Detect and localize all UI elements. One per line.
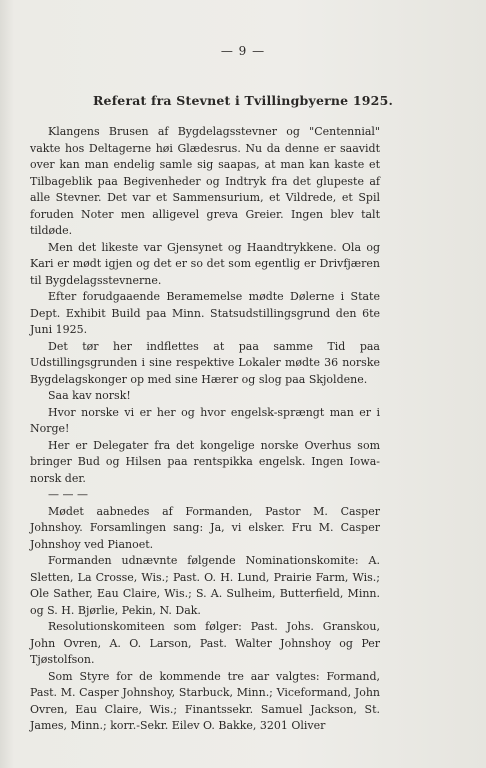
paragraph: Her er Delegater fra det kongelige norske Overhus som bringer Bud og Hilsen paa rentspikka engelsk. Ingen Iowa-norsk der. [30, 438, 380, 485]
paragraph: Klangens Brusen af Bygdelagsstevner og "Centennial" vakte hos Deltagerne høi Glædesrus. Nu da denne er saavidt over kan man endelig samle sig saapas, at man kan kaste et Tilbageblik paa Begivenheder og Indtryk fra det glupeste af alle Stevner. Det var et Sammensurium, et Vildrede, et Spil foruden Noter men alligevel greva Greier. Ingen blev talt tildøde. [30, 125, 380, 237]
paragraph: Efter forudgaaende Beramemelse mødte Dølerne i State Dept. Exhibit Build paa Minn. Statsudstillingsgrund den 6te Juni 1925. [30, 290, 380, 336]
paragraph: Formanden udnævnte følgende Nominationskomite: A. Sletten, La Crosse, Wis.; Past. O. H. Lund, Prairie Farm, Wis.; Ole Sather, Eau Claire, Wis.; S. A. Sulheim, Butterfield, Minn. og S. H. Bjørlie, Pekin, N. Dak. [30, 554, 380, 617]
page-number: — 9 — [220, 44, 266, 58]
paragraph: Som Styre for de kommende tre aar valgtes: Formand, Past. M. Casper Johnshoy, Starbuck, Minn.; Viceformand, John Ovren, Eau Claire, Wis.; Finantssekr. Samuel Jackson, St. James, Minn.; korr.-Sekr. Eilev O. Bakke, 3201 Oliver [30, 669, 380, 732]
paragraph: Mødet aabnedes af Formanden, Pastor M. Casper Johnshoy. Forsamlingen sang: Ja, vi elsker. Fru M. Casper Johnshoy ved Pianoet. [30, 504, 380, 551]
paragraph: Det tør her indflettes at paa samme Tid paa Udstillingsgrunden i sine respektive Lokaler mødte 36 norske Bygdelagskonger op med sine Hærer og slog paa Skjoldene. [30, 339, 380, 386]
article-body [30, 124, 380, 735]
paragraph: Hvor norske vi er her og hvor engelsk-sprængt man er i Norge! [30, 405, 380, 435]
paragraph: Men det likeste var Gjensynet og Haandtrykkene. Ola og Kari er mødt igjen og det er so det som egentlig er Drivfjæren til Bygdelagsstevnerne. [30, 240, 380, 287]
article-title: Referat fra Stevnet i Tvillingbyerne 1925. [92, 93, 394, 108]
paragraph: Saa kav norsk! [48, 389, 131, 402]
paragraph: Resolutionskomiteen som følger: Past. Johs. Granskou, John Ovren, A. O. Larson, Past. Walter Johnshoy og Per Tjøstolfson. [30, 620, 380, 666]
section-separator: — — — [48, 488, 88, 501]
